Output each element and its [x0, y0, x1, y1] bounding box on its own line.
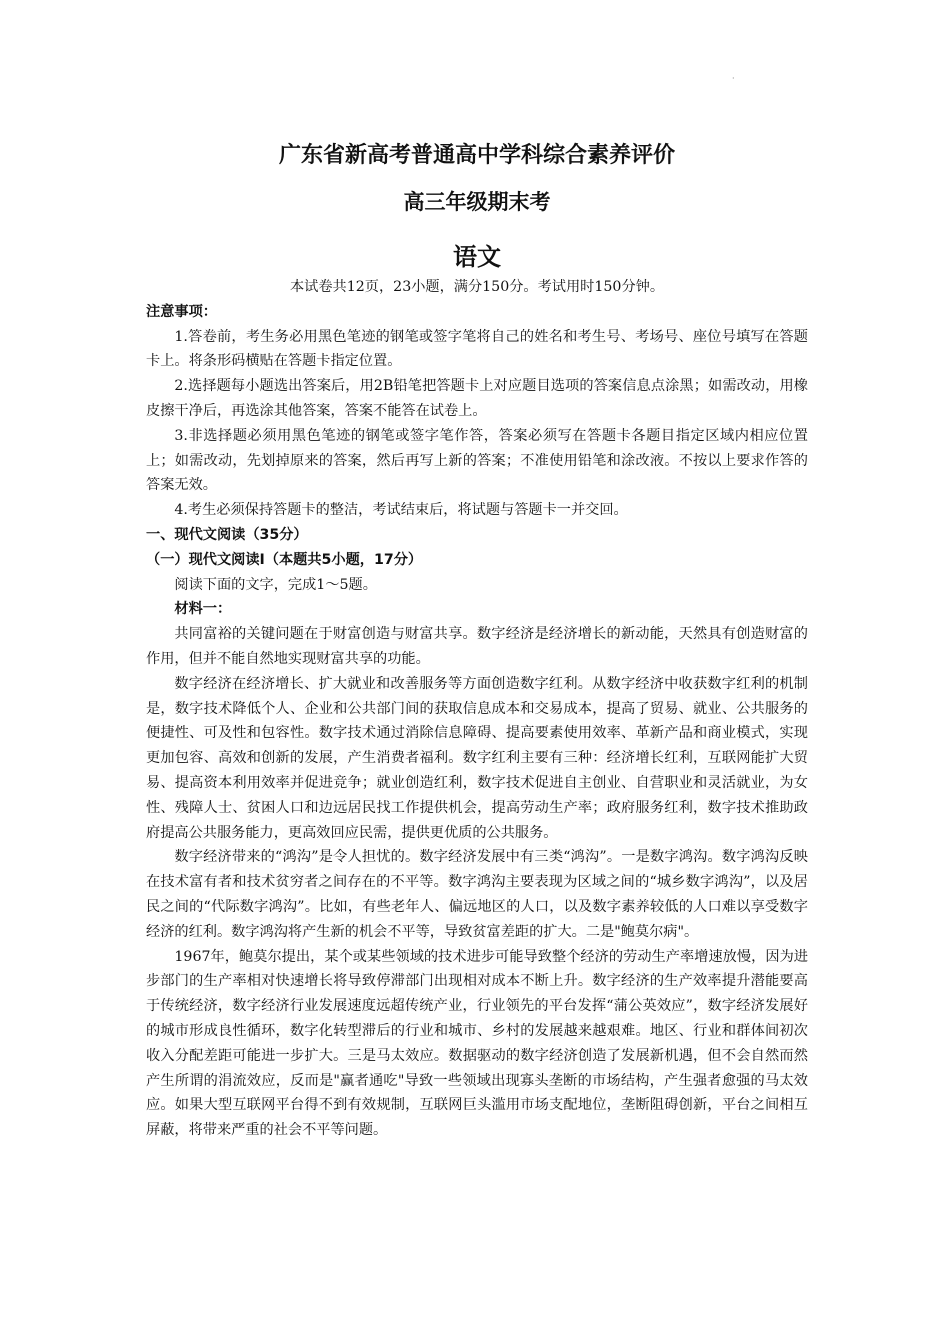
corner-mark: ·	[732, 74, 735, 83]
passage-paragraph: 共同富裕的关键问题在于财富创造与财富共享。数字经济是经济增长的新动能，天然具有创造财富的作用，但并不能自然地实现财富共享的功能。	[146, 626, 808, 667]
subsection-title: （一）现代文阅读Ⅰ（本题共5小题，17分）	[146, 551, 423, 568]
exam-summary: 本试卷共12页，23小题，满分150分。考试用时150分钟。	[289, 279, 665, 295]
notice-item: 2.选择题每小题选出答案后，用2B铅笔把答题卡上对应题目选项的答案信息点涂黑；如需改动，用橡皮擦干净后，再选涂其他答案，答案不能答在试卷上。	[146, 378, 808, 419]
notice-item: 4.考生必须保持答题卡的整洁，考试结束后，将试题与答题卡一并交回。	[174, 502, 628, 519]
notice-item: 3.非选择题必须用黑色笔迹的钢笔或签字笔作答，答案必须写在答题卡各题目指定区域内相应位置上；如需改动，先划掉原来的答案，然后再写上新的答案；不准使用铅笔和涂改液。不按以上要求作答的答案无效。	[146, 427, 808, 494]
exam-title: 广东省新高考普通高中学科综合素养评价	[278, 143, 675, 168]
passage-paragraph: 数字经济在经济增长、扩大就业和改善服务等方面创造数字红利。从数字经济中收获数字红利的机制是，数字技术降低个人、企业和公共部门间的获取信息成本和交易成本，提高了贸易、就业、公共服务的便捷性、可及性和包容性。数字技术通过消除信息障碍、提高要素使用效率、革新产品和商业模式，实现更加包容、高效和创新的发展，产生消费者福利。数字红利主要有三种：经济增长红利，互联网能扩大贸易、提高资本利用效率并促进竞争；就业创造红利，数字技术促进自主创业、自营职业和灵活就业，为女性、残障人士、贫困人口和边远居民找工作提供机会，提高劳动生产率；政府服务红利，数字技术推助政府提高公共服务能力，更高效回应民需，提供更优质的公共服务。	[146, 675, 808, 841]
material-label: 材料一：	[174, 601, 232, 618]
text-flow	[146, 275, 808, 1143]
notice-item: 1.答卷前，考生务必用黑色笔迹的钢笔或签字笔将自己的姓名和考生号、考场号、座位号填写在答题卡上。将条形码横贴在答题卡指定位置。	[146, 328, 808, 370]
reading-instruction: 阅读下面的文字，完成1～5题。	[174, 576, 377, 593]
exam-subtitle: 高三年级期末考	[403, 190, 551, 214]
notice-heading: 注意事项：	[146, 303, 217, 320]
passage-paragraph: 1967年，鲍莫尔提出，某个或某些领域的技术进步可能导致整个经济的劳动生产率增速放慢，因为进步部门的生产率相对快速增长将导致停滞部门出现相对成本不断上升。数字经济的生产效率提升潜能要高于传统经济，数字经济行业发展速度远超传统产业，行业领先的平台发挥“蒲公英效应”，数字经济发展好的城市形成良性循环，数字化转型滞后的行业和城市、乡村的发展越来越艰难。地区、行业和群体间初次收入分配差距可能进一步扩大。三是马太效应。数据驱动的数字经济创造了发展新机遇，但不会自然而然产生所谓的涓流效应，反而是"赢者通吃"导致一些领域出现寡头垄断的市场结构，产生强者愈强的马太效应。如果大型互联网平台得不到有效规制，互联网巨头滥用市场支配地位，垄断阻碍创新，平台之间相互屏蔽，将带来严重的社会不平等问题。	[146, 948, 808, 1139]
subject-title: 语文	[453, 243, 501, 271]
section-title: 一、现代文阅读（35分）	[146, 526, 308, 543]
passage-paragraph: 数字经济带来的“鸿沟”是令人担忧的。数字经济发展中有三类“鸿沟”。一是数字鸿沟。数字鸿沟反映在技术富有者和技术贫穷者之间存在的不平等。数字鸿沟主要表现为区域之间的“城乡数字鸿沟”，以及居民之间的“代际数字鸿沟”。比如，有些老年人、偏远地区的人口，以及数字素养较低的人口难以享受数字经济的红利。数字鸿沟将产生新的机会不平等，导致贫富差距的扩大。二是"鲍莫尔病"。	[146, 849, 808, 940]
